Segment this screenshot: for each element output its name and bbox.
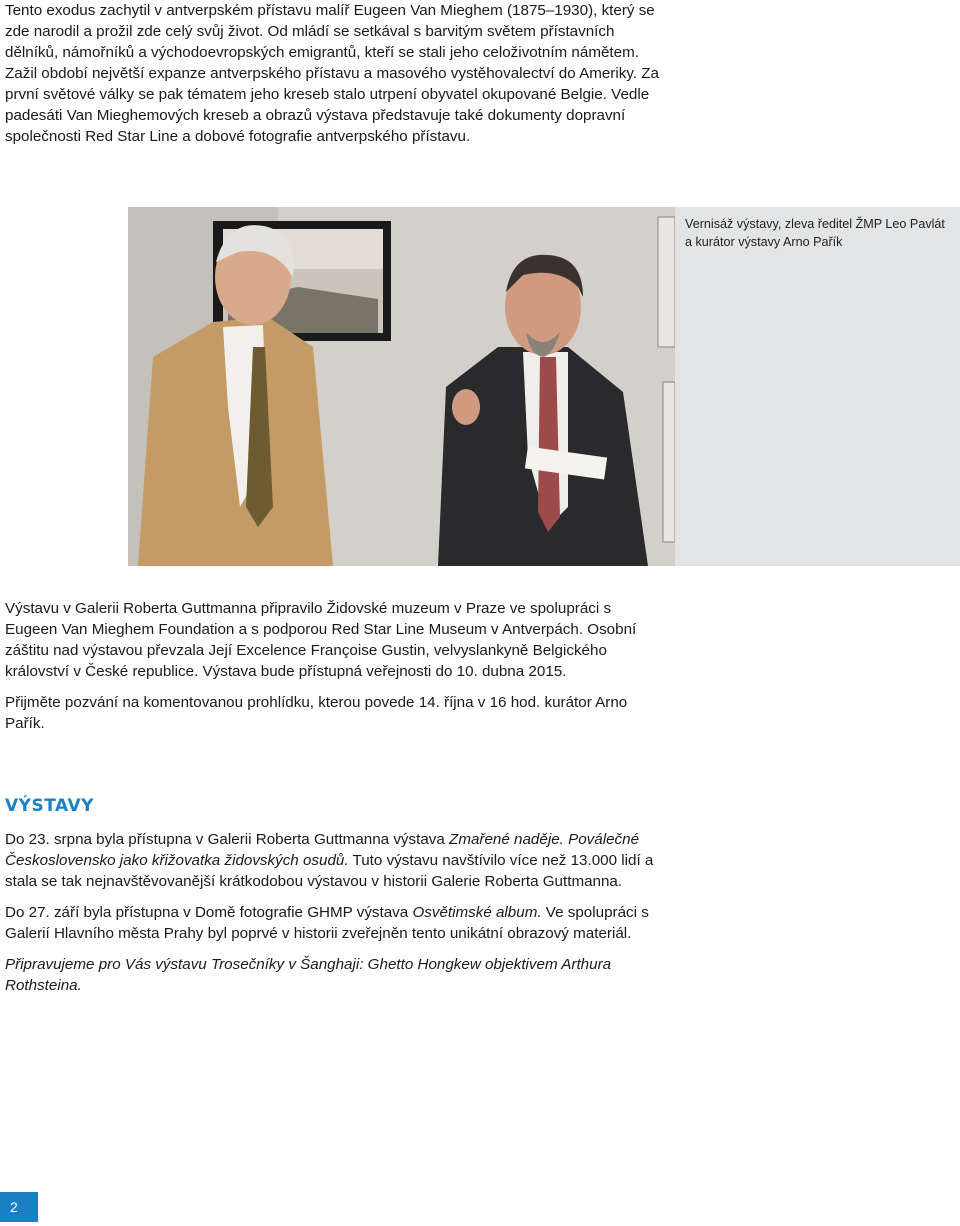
photo-caption: Vernisáž výstavy, zleva ředitel ŽMP Leo Pavlát a kurátor výstavy Arno Pařík xyxy=(685,217,945,249)
exhibitions-section xyxy=(5,829,665,1006)
body-paragraph-2: Přijměte pozvání na komentovanou prohlídku, kterou povede 14. října v 16 hod. kurátor Arno Pařík. xyxy=(5,694,628,732)
page-number-badge xyxy=(0,1192,38,1222)
text-fragment: Tuto výstavu navštívilo více než 13.000 lidí a stala se tak nejnavštěvovanější krátkodobou výstavou v historii Galerie Roberta Guttmanna. xyxy=(5,852,654,890)
intro-text: Tento exodus zachytil v antverpském přístavu malíř Eugeen Van Mieghem (1875–1930), který se zde narodil a prožil zde celý svůj život. Od mládí se setkával s barvitým světem přístavních dělníků, námořníků a východoevropských emigrantů, kteří se stali jeho celoživotním námětem. Zažil období největší expanze antverpského přístavu a masového vystěhovalectví do Ameriky. Za první světové války se pak tématem jeho kreseb stalo utrpení obyvatel okupované Belgie. Vedle padesáti Van Mieghemových kreseb a obrazů výstava představuje také dokumenty dopravní společnosti Red Star Line a dobové fotografie antverpského přístavu. xyxy=(5,2,659,145)
invitation-section xyxy=(5,598,665,744)
exhibition-paragraph-2 xyxy=(5,902,665,944)
exhibition-opening-photo xyxy=(128,207,675,566)
text-fragment: Do 23. srpna byla přístupna v Galerii Roberta Guttmanna výstava xyxy=(5,831,450,848)
page-number: 2 xyxy=(10,1199,18,1215)
photo-illustration xyxy=(128,207,675,566)
photo-caption-box xyxy=(675,207,960,566)
text-fragment: Ve spolupráci s Galerií Hlavního města Prahy byl poprvé v historii zveřejněn tento unikátní obrazový materiál. xyxy=(5,904,649,942)
intro-paragraph xyxy=(5,0,665,157)
exhibition-paragraph-1 xyxy=(5,829,665,892)
upcoming-exhibition: Připravujeme pro Vás výstavu Trosečníky v Šanghaji: Ghetto Hongkew objektivem Arthura Rothsteina. xyxy=(5,956,612,994)
exhibition-title: Zmařené naděje. Poválečné Československo jako křižovatka židovských osudů. xyxy=(5,831,640,869)
text-fragment: Do 27. září byla přístupna v Domě fotografie GHMP výstava xyxy=(5,904,413,921)
section-heading: VÝSTAVY xyxy=(5,796,94,816)
body-paragraph-1: Výstavu v Galerii Roberta Guttmanna připravilo Židovské muzeum v Praze ve spolupráci s Eugeen Van Mieghem Foundation a s podporou Red Star Line Museum v Antverpách. Osobní záštitu nad výstavou převzala Její Excelence Françoise Gustin, velvyslankyně Belgického království v České republice. Výstava bude přístupná veřejnosti do 10. dubna 2015. xyxy=(5,600,637,680)
exhibition-title: Osvětimské album. xyxy=(412,904,542,921)
exhibition-paragraph-3 xyxy=(5,954,665,996)
